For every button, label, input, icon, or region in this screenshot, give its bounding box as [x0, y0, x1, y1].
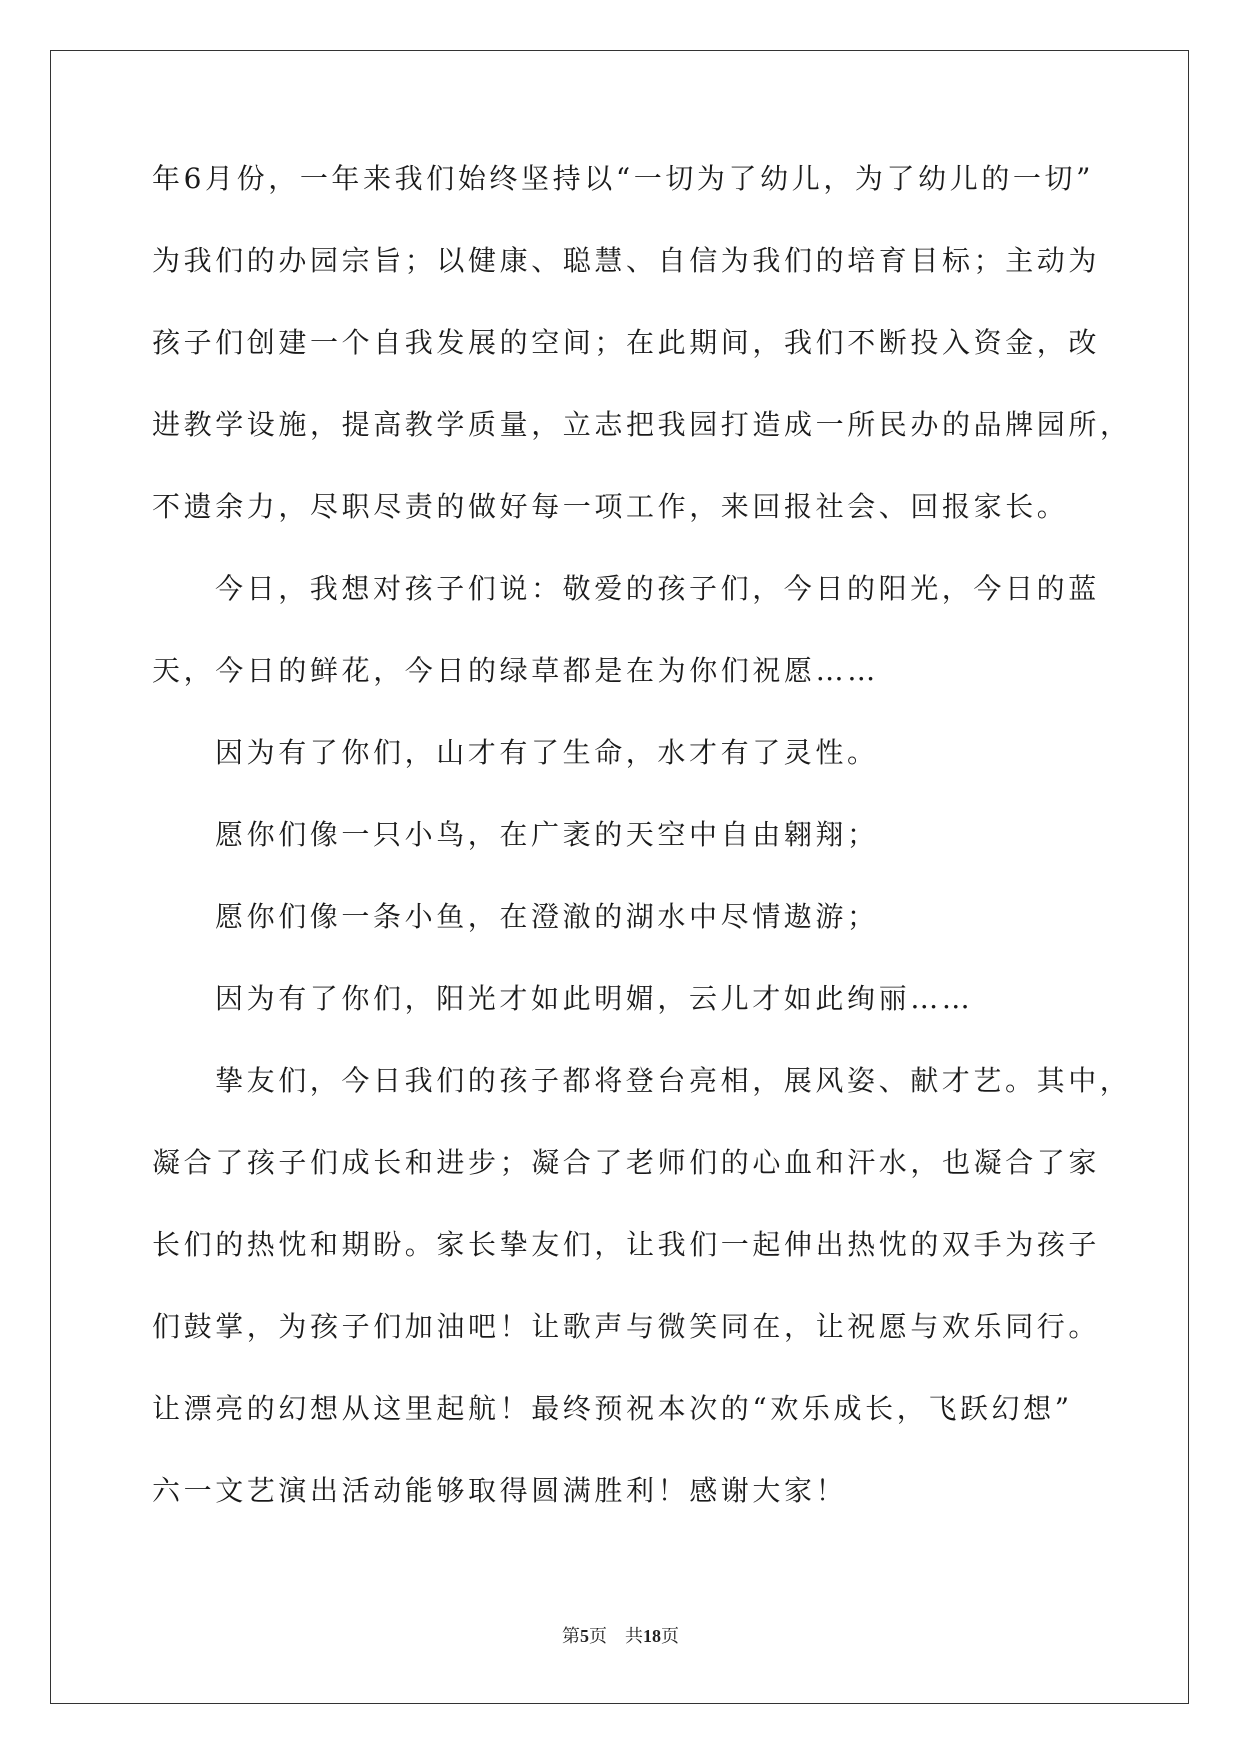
- total-prefix: 共: [625, 1626, 643, 1646]
- paragraph-start-line: 因为有了你们，山才有了生命，水才有了灵性。: [215, 736, 879, 769]
- text-line: 为我们的办园宗旨；以健康、聪慧、自信为我们的培育目标；主动为: [152, 244, 1101, 277]
- text-line: 进教学设施，提高教学质量，立志把我园打造成一所民办的品牌园所，: [152, 408, 1132, 441]
- total-pages: 18: [643, 1626, 661, 1646]
- paragraph-start-line: 今日，我想对孩子们说：敬爱的孩子们，今日的阳光，今日的蓝: [215, 572, 1100, 605]
- paragraph-start-line: 挚友们，今日我们的孩子都将登台亮相，展风姿、献才艺。其中，: [215, 1064, 1132, 1097]
- text-line: 孩子们创建一个自我发展的空间；在此期间，我们不断投入资金，改: [152, 326, 1101, 359]
- text-line: 让漂亮的幻想从这里起航！最终预祝本次的“欢乐成长，飞跃幻想”: [152, 1392, 1073, 1425]
- page-suffix: 页: [589, 1626, 607, 1646]
- total-suffix: 页: [661, 1626, 679, 1646]
- page-footer: [0, 1625, 1241, 1647]
- paragraph-start-line: 愿你们像一只小鸟，在广袤的天空中自由翱翔；: [215, 818, 879, 851]
- text-line: 天，今日的鲜花，今日的绿草都是在为你们祝愿……: [152, 654, 879, 687]
- text-line: 凝合了孩子们成长和进步；凝合了老师们的心血和汗水，也凝合了家: [152, 1146, 1101, 1179]
- text-line: 年6月份，一年来我们始终坚持以“一切为了幼儿，为了幼儿的一切”: [152, 162, 1095, 195]
- page-number: 5: [580, 1626, 589, 1646]
- paragraph-start-line: 愿你们像一条小鱼，在澄澈的湖水中尽情遨游；: [215, 900, 879, 933]
- text-line: 长们的热忱和期盼。家长挚友们，让我们一起伸出热忱的双手为孩子: [152, 1228, 1101, 1261]
- document-body: [152, 162, 1132, 1559]
- page-prefix: 第: [562, 1626, 580, 1646]
- text-line: 六一文艺演出活动能够取得圆满胜利！感谢大家！: [152, 1474, 848, 1507]
- text-line: 不遗余力，尽职尽责的做好每一项工作，来回报社会、回报家长。: [152, 490, 1069, 523]
- text-line: 们鼓掌，为孩子们加油吧！让歌声与微笑同在，让祝愿与欢乐同行。: [152, 1310, 1101, 1343]
- paragraph-start-line: 因为有了你们，阳光才如此明媚，云儿才如此绚丽……: [215, 982, 974, 1015]
